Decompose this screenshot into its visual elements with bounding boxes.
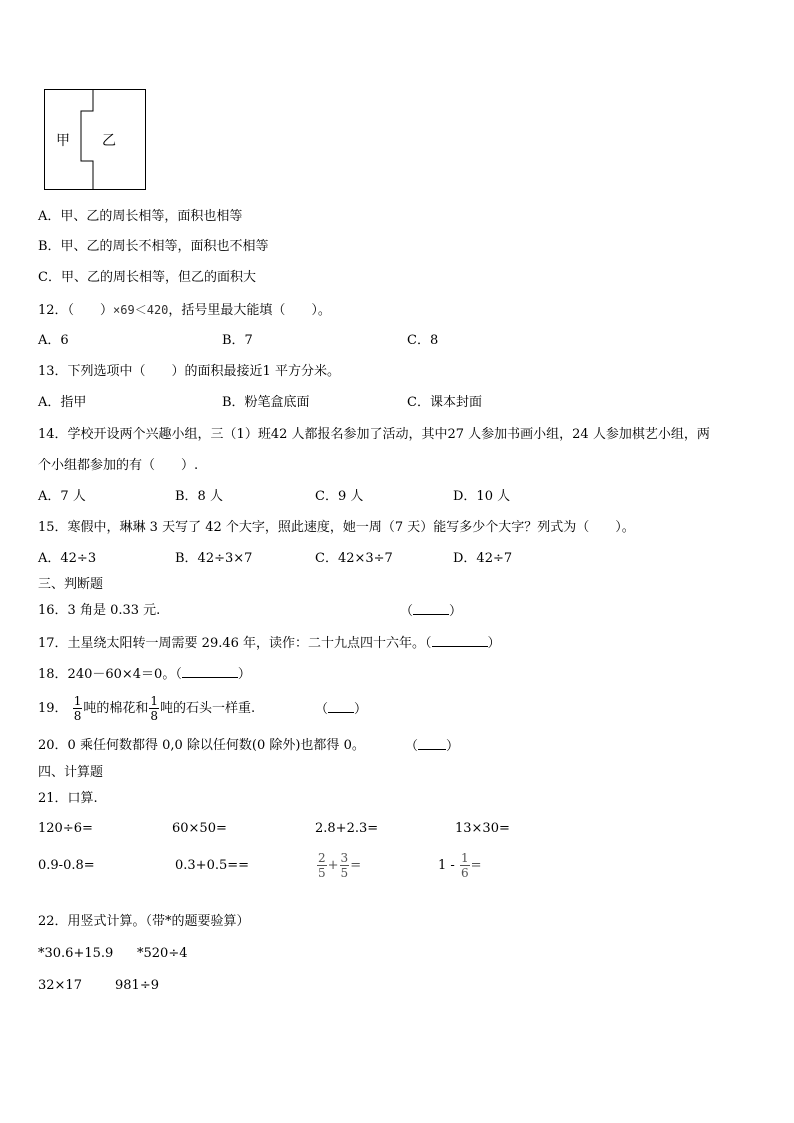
q20-answer-blank: （ ） (405, 739, 460, 754)
q12-question (38, 301, 331, 320)
q21-item-7: $\frac{2}{5}$ + $\frac{3}{5}$ = (318, 851, 362, 880)
q15-question: 15．寒假中，琳琳 3 天写了 42 个大字，照此速度，她一周（7 天）能写多少个大字？列式为（ ）。 (38, 520, 635, 535)
q13-option-a: A．指甲 (38, 395, 87, 410)
q14-option-d: D．10 人 (453, 489, 511, 504)
q14-question-line2: 个小组都参加的有（ ）. (38, 458, 199, 473)
figure-label-jia: 甲 (56, 133, 70, 149)
q22-item-3: 32×17 (38, 978, 82, 993)
q22-title: 22．用竖式计算。（带*的题要验算） (38, 914, 250, 929)
q15-option-d: D．42÷7 (453, 551, 513, 566)
q13-option-b: B．粉笔盒底面 (222, 395, 310, 410)
q12-option-a: A．6 (38, 333, 69, 348)
shape-figure (44, 89, 148, 191)
q15-option-b: B．42÷3×7 (175, 551, 253, 566)
q12-option-c: C．8 (407, 333, 439, 348)
q12-option-b: B．7 (222, 333, 253, 348)
q16-statement: 16．3 角是 0.33 元. (38, 603, 161, 618)
q21-title: 21．口算. (38, 791, 98, 806)
q22-item-4: 981÷9 (115, 978, 159, 993)
q19-fraction-1: $\frac{1}{8}$ (73, 694, 82, 723)
q12-prefix: 12．（ ） (38, 303, 114, 318)
q14-option-c: C．9 人 (315, 489, 364, 504)
q15-option-a: A．42÷3 (38, 551, 97, 566)
split-rectangle-diagram (44, 89, 148, 191)
q20-blank-line[interactable] (418, 737, 446, 750)
q13-option-c: C．课本封面 (407, 395, 482, 410)
q22-item-1: *30.6+15.9 (38, 946, 114, 961)
q16-blank-line[interactable] (413, 602, 449, 615)
q11-option-b: B．甲、乙的周长不相等，面积也不相等 (38, 239, 269, 254)
q22-item-2: *520÷4 (137, 946, 188, 961)
q19-fraction-2: $\frac{1}{8}$ (150, 694, 158, 723)
section-4-title: 四、计算题 (38, 765, 104, 780)
q14-option-a: A．7 人 (38, 489, 86, 504)
q18-blank-line[interactable] (182, 665, 238, 678)
q17-blank-line[interactable] (432, 634, 488, 647)
q13-question: 13．下列选项中（ ）的面积最接近1 平方分米。 (38, 364, 340, 379)
q21-item-5: 0.9-0.8= (38, 858, 95, 873)
q12-suffix: ，括号里最大能填（ ）。 (168, 303, 331, 318)
q21-item-2: 60×50= (172, 821, 227, 836)
q19-answer-blank: （ ） (315, 702, 368, 717)
q14-option-b: B．8 人 (175, 489, 223, 504)
q18-statement: 18．240－60×4＝0。（ ） (38, 667, 251, 682)
q11-option-a: A．甲、乙的周长相等，面积也相等 (38, 209, 243, 224)
q21-item-4: 13×30= (455, 821, 510, 836)
q11-option-c: C．甲、乙的周长相等，但乙的面积大 (38, 270, 256, 285)
q17-statement: 17．土星绕太阳转一周需要 29.46 年，读作：二十九点四十六年。（ ） (38, 636, 501, 651)
q15-option-c: C．42×3÷7 (315, 551, 393, 566)
q12-expression: ×69＜420 (113, 303, 169, 317)
q16-answer-blank: （ ） (400, 604, 463, 619)
figure-label-yi: 乙 (102, 133, 116, 149)
section-3-title: 三、判断题 (38, 577, 104, 592)
q21-item-8: 1 - $\frac{1}{6}$ = (438, 851, 482, 880)
q21-item-3: 2.8+2.3= (315, 821, 379, 836)
q21-item-1: 120÷6= (38, 821, 93, 836)
q21-item-6: 0.3+0.5== (175, 858, 250, 873)
q20-statement: 20．0 乘任何数都得 0,0 除以任何数(0 除外)也都得 0。 (38, 738, 365, 753)
q19-blank-line[interactable] (328, 700, 354, 713)
q14-question-line1: 14．学校开设两个兴趣小组，三（1）班42 人都报名参加了活动，其中27 人参加书画小组，24 人参加棋艺小组，两 (38, 427, 710, 442)
q19-statement: 19． $\frac{1}{8}$ 吨的棉花和 $\frac{1}{8}$ 吨的石头一样重. (38, 694, 256, 723)
